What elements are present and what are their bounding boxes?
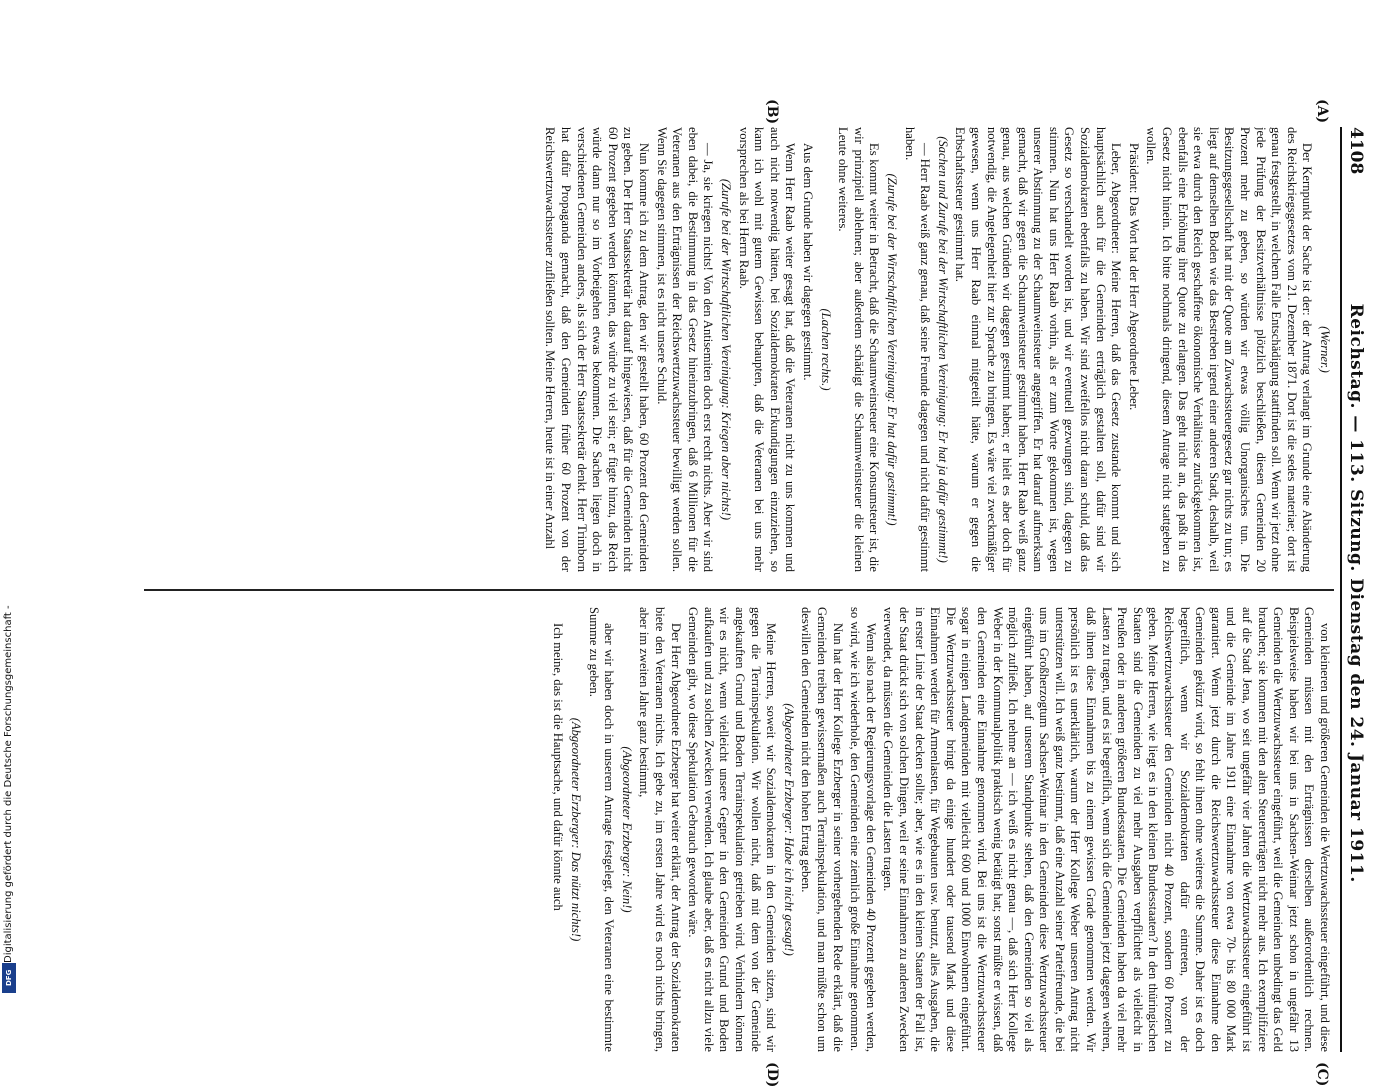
digitization-credit xyxy=(2,8,18,993)
page-title: Reichstag. — 113. Sitzung. Dienstag den 24. Januar 1911. xyxy=(1346,303,1366,883)
interjection: (Abgeordneter Erzberger: Das nützt nichts!) xyxy=(569,717,584,942)
dfg-logo: DFG xyxy=(2,963,16,993)
paragraph: Ich meine, das ist die Hauptsache, und dafür könnte auch xyxy=(551,623,566,911)
paragraph: von kleineren und größeren Gemeinden die Wertzuwachssteuer eingeführt, und diese Gemeinden müssen mit den Erträgnissen derselben außerordentlich rechnen. Beispielsweise haben wir bei uns in Sachsen-Weimar jetzt schon in ungefähr 13 Gemeinden die Wertzuwachssteuer eingeführt, weil die Gemeinden unbedingt das Geld brauchen; sie kommen mit den alten Steuererträgen nicht mehr aus. Ich exemplifiziere auf die Stadt Jena, wo seit ungefähr vier Jahren die Wertzuwachssteuer eingeführt ist und die Gemeinde im Jahre 1911 eine Einnahme von etwa 70- bis 80 000 Mark garantiert. Wenn jetzt durch die Reichswertzuwachssteuer diese Einnahme den Gemeinden gekürzt wird, so fehlt ihnen ohne weiteres die Summe. Daher ist es doch begreiflich, wenn wir Sozialdemokraten dafür eintreten, von der Reichswertzuwachssteuer den Gemeinden nicht 40 Prozent, sondern 60 Prozent zu geben. Meine Herren, wie liegt es in den kleinen Bundesstaaten? In den thüringischen Staaten sind die Gemeinden zu viel mehr Ausgaben verpflichtet als vielleicht in Preußen oder in anderen größeren Bundesstaaten. Die Gemeinden haben da viel mehr Lasten zu tragen, und es ist begreiflich, wenn sich die Gemeinden jetzt dagegen wehren, daß ihnen diese Einnahmen bis zu einem gewissen Grade genommen werden. Wir persönlich ist es unerklärlich, warum der Herr Kollege Weber unseren Antrag nicht unterstützen will. Ich weiß ganz bestimmt, daß eine Anzahl seiner Parteifreunde, die bei uns im Großherzogtum Sachsen-Weimar in den Gemeinden diese Wertzuwachssteuer eingeführt haben, auf unserem Standpunkte stehen, daß den Gemeinden so viel als möglich zufließt. Ich nehme an — ich weiß es nicht genau —, daß sich Herr Kollege Weber in der Kommunalpolitik praktisch wenig betätigt hat; sonst müßte er wissen, daß den Gemeinden eine Einnahme genommen wird. Bei uns ist die Wertzuwachssteuer sogar in einigen Landgemeinden mit vielleicht 600 und 1000 Einwohnern eingeführt. Die Wertzuwachssteuer bringt da einige hundert oder tausend Mark und diese Einnahmen werden für Armenlasten, für Wegebauten usw. benutzt, alles Ausgaben, die in erster Linie der Staat decken sollte; aber, wie es in den kleinen Staaten der Fall ist, der Staat drückt sich von solchen Dingen, weil er seine Einnahmen zu anderen Zwecken verwendet, da müssen die Gemeinden die Lasten tragen. xyxy=(881,607,1332,1052)
page-header xyxy=(1340,127,1370,1052)
scanned-page xyxy=(60,72,1366,1087)
rotated-page-content xyxy=(135,99,1370,1087)
interjection: (Zurufe bei der Wirtschaftlichen Vereinigung: Kriegen aber nichts!) xyxy=(719,178,734,521)
margin-marker-d: (D) xyxy=(764,1062,780,1087)
paragraph: Leber, Abgeordneter: Meine Herren, daß das Gesetz zustande kommt und sich hauptsächlich auch für die Gemeinden erträglich gestalten soll, dafür sind wir Sozialdemokraten ebenfalls zu haben. Wir sind zweifellos nicht daran schuld, daß das Gesetz so verschandelt worden ist, und wir eventuell gezwungen sind, dagegen zu stimmen. Nun hat uns Herr Raab vorhin, als er zum Worte gekommen ist, wegen unserer Abstimmung zu der Schaumweinsteuer angegriffen. Er hat darauf aufmerksam gemacht, daß wir gegen die Schaumweinsteuer gestimmt haben. Herr Raab weiß ganz genau, aus welchen Gründen wir dagegen gestimmt haben; er hielt es aber doch für notwendig, die Angelegenheit hier zur Sprache zu bringen. Es wäre viel zweckmäßiger gewesen, wenn uns Herr Raab einmal mitgeteilt hätte, warum er gegen die Erbschaftssteuer gestimmt hat. xyxy=(953,127,1124,572)
margin-marker-b: (B) xyxy=(764,99,780,125)
interjection: (Abgeordneter Erzberger: Nein!) xyxy=(619,746,634,913)
margin-marker-c: (C) xyxy=(1314,1062,1330,1087)
interjection: (Lachen rechts.) xyxy=(818,308,833,391)
page-number: 4108 xyxy=(1346,127,1366,175)
right-text-column xyxy=(147,607,1332,1052)
paragraph: Wenn also nach der Regierungsvorlage den Gemeinden 40 Prozent gegeben werden, so wird, wie ich wiederhole, den Gemeinden eine ziemlich große Einnahme genommen. xyxy=(848,607,878,1052)
paragraph: Nun komme ich zu dem Antrag, den wir gestellt haben, 60 Prozent den Gemeinden zu geben. Der Herr Staatssekretär hat darauf hingewiesen, daß für die Gemeinden nicht 60 Prozent gegeben werden könnten, das würde zu viel sein; er fügte hinzu, das Reich würde dann nur so im Vorbeigehen etwas bekommen. Die Sachen liegen doch in verschiedenen Gemeinden anders, als sich der Herr Staatssekretär denkt. Herr Trimborn hat dafür Propaganda gemacht, daß den Gemeinden früher 60 Prozent von der Reichswertzuwachssteuer zufließen sollten. Meine Herren, heute ist in einer Anzahl xyxy=(543,127,652,572)
paragraph: Es kommt weiter in Betracht, daß die Schaumweinsteuer eine Konsumsteuer ist, die wir prinzipiell ablehnen; aber außerdem schädigt die Schaumweinsteuer die kleinen Leute ohne weiteres. xyxy=(836,127,882,572)
interjection: (Werner.) xyxy=(1318,326,1332,373)
margin-marker-a: (A) xyxy=(1314,99,1330,124)
interjection: (Sachen und Zurufe bei der Wirtschaftlichen Vereinigung: Er hat ja dafür gestimmt!) xyxy=(935,136,950,563)
paragraph: Nun hat der Herr Kollege Erzberger in seiner vorhergehenden Rede erklärt, daß die Gemeinden treiben gewissermaßen auch Terrainspekulation, und man müßte schon um deswillen den Gemeinden nicht den hohen Ertrag geben. xyxy=(799,607,845,1052)
paragraph: Wenn Herr Raab weiter gesagt hat, daß die Veteranen nicht zu uns kommen und auch nicht notwendig hätten, bei Sozialdemokraten Erkundigungen einzuziehen, so kann ich wohl mit gutem Gewissen behaupten, daß die Veteranen bei uns mehr vorsprechen als bei Herrn Raab. xyxy=(736,127,798,572)
paragraph: — Herr Raab weiß ganz genau, daß seine Freunde dagegen und nicht dafür gestimmt haben. xyxy=(902,127,933,572)
paragraph: aber wir haben doch in unserem Antrage festgelegt, den Veteranen eine bestimmte Summe zu geben. xyxy=(586,607,617,1052)
column-divider xyxy=(144,589,1334,591)
paragraph: Meine Herren, soweit wir Sozialdemokraten in den Gemeinden sitzen, sind wir gegen die Terrainspekulation. Wir wollen nicht, daß mit dem von der Gemeinde angekauften Grund und Boden Terrainspekulation getrieben wird. Verhindern können wir es nicht, wenn vielleicht unsere Gegner in den Gemeinden Grund und Boden aufkaufen und zu solchen Zwecken verwenden. Ich glaube aber, daß es nicht allzu viele Gemeinden gibt, wo diese Spekulation Gebrauch geworden wäre. xyxy=(686,607,779,1052)
paragraph: Aus dem Grunde haben wir dagegen gestimmt. xyxy=(801,143,815,381)
paragraph: — Ja, sie kriegen nichts! Von den Antisemiten doch erst recht nichts. Aber wir sind eben dabei, die Bestimmung in das Gesetz hineinzubringen, daß 6 Millionen für die Veteranen aus den Erträgnissen der Reichswertzuwachssteuer bewilligt werden sollen. Wenn Sie dagegen stimmen, ist es nicht unsere Schuld. xyxy=(654,127,716,572)
paragraph: Der Herr Abgeordnete Erzberger hat weiter erklärt, der Antrag der Sozialdemokraten biete den Veteranen nichts. Ich gebe zu, im ersten Jahre wird es noch nichts bringen, aber im zweiten Jahre ganz bestimmt, xyxy=(637,607,683,1052)
credit-text: Digitalisierung gefördert durch die Deutsche Forschungsgemeinschaft - xyxy=(3,605,14,963)
interjection: (Abgeordneter Erzberger: Habe ich nicht gesagt!) xyxy=(781,703,796,956)
left-text-column xyxy=(147,127,1332,572)
interjection: (Zurufe bei der Wirtschaftlichen Vereinigung: Er hat dafür gestimmt!) xyxy=(884,173,899,526)
paragraph: Der Kernpunkt der Sache ist der: der Antrag verlangt im Grunde eine Abänderung des Reichskriegsgesetzes vom 21. Dezember 1871. Dort ist die sedes materiae; dort ist genau festgestellt, in welchem Falle Entschädigung stattfinden soll. Wenn wir jetzt ohne jede Prüfung der Besitzverhältnisse plötzlich beschließen, diesen Gemeinden 20 Prozent mehr zu geben, so würden wir etwas völlig Unorganisches tun. Die Besitzungsgesellschaft hat mit der Quote am Zuwachssteuergesetz gar nichts zu tun; es liegt auf demselben Boden wie das Bestreben irgend einer anderen Stadt, deshalb, weil sie etwa durch den Reich geschaffene ökonomische Verhältnisse zurückgekommen ist, ebenfalls eine Erhöhung ihrer Quote zu erlangen. Das geht nicht an, das paßt in das Gesetz nicht hinein. Ich bitte nochmals dringend, diesem Antrage nicht stattgeben zu wollen. xyxy=(1144,127,1315,572)
paragraph: Präsident: Das Wort hat der Herr Abgeordnete Leber. xyxy=(1126,143,1141,411)
